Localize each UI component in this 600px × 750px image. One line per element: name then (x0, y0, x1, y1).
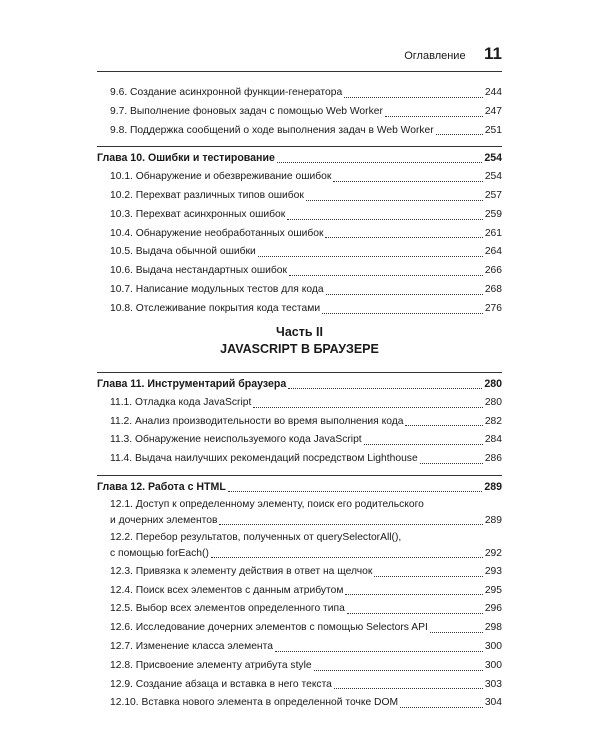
header-page-number: 11 (484, 44, 502, 63)
toc-entry-page: 289 (484, 514, 502, 526)
part-label: Часть II (276, 325, 323, 339)
part-heading (97, 324, 502, 358)
toc-entry-page: 293 (484, 565, 502, 577)
toc-entry-title: 11.1. Отладка кода JavaScript (110, 396, 252, 408)
toc-entry-title-line2: и дочерних элементов (110, 514, 218, 526)
toc-entry-title: 10.3. Перехват асинхронных ошибок (110, 208, 286, 220)
dot-leader (306, 200, 483, 201)
dot-leader (289, 275, 483, 276)
dot-leader (211, 557, 483, 558)
chapter-title: Глава 11. Инструментарий браузера (97, 378, 287, 390)
toc-entry (97, 676, 502, 695)
toc-entry (97, 84, 502, 103)
chapter-page: 254 (484, 152, 502, 165)
toc-entry-page: 295 (484, 584, 502, 596)
dot-leader (345, 594, 482, 595)
toc-entry-title: 10.1. Обнаружение и обезвреживание ошибок (110, 171, 332, 183)
dot-leader (420, 463, 483, 464)
toc-entry-page: 276 (484, 302, 502, 314)
chapter-title: Глава 10. Ошибки и тестирование (97, 152, 275, 165)
header-divider (97, 71, 502, 72)
toc-entry (97, 694, 502, 713)
toc-entry-title: 10.6. Выдача нестандартных ошибок (110, 265, 287, 277)
toc-entry (97, 103, 502, 122)
toc-entry (97, 450, 502, 469)
toc-entry (97, 225, 502, 244)
dot-leader (325, 237, 482, 238)
dot-leader (314, 670, 483, 671)
dot-leader (405, 425, 482, 426)
dot-leader (364, 444, 483, 445)
toc-entry-title: 9.7. Выполнение фоновых задач с помощью Web Worker (110, 105, 383, 117)
toc-entry-title: 10.2. Перехват различных типов ошибок (110, 189, 304, 201)
toc-entry-page: 257 (484, 189, 502, 201)
toc-entry-title: 12.7. Изменение класса элемента (110, 640, 273, 652)
toc-entry-title-line2: с помощью forEach() (110, 547, 209, 559)
toc-entry-title: 12.9. Создание абзаца и вставка в него текста (110, 678, 332, 690)
dot-leader (400, 707, 483, 708)
dot-leader (333, 181, 482, 182)
toc-entry-title: 11.4. Выдача наилучших рекомендаций посредством Lighthouse (110, 453, 418, 465)
toc-entry-page: 284 (484, 434, 502, 446)
toc-block-1 (97, 84, 502, 319)
chapter-title: Глава 12. Работа с HTML (97, 480, 226, 493)
toc-entry-page: 280 (484, 396, 502, 408)
toc-entry-title: 12.8. Присвоение элементу атрибута style (110, 659, 312, 671)
toc-entry-page: 300 (484, 640, 502, 652)
dot-leader (436, 134, 483, 135)
toc-entry-page: 286 (484, 453, 502, 465)
toc-entry-page: 266 (484, 265, 502, 277)
toc-entry (97, 243, 502, 262)
toc-entry (97, 413, 502, 432)
toc-entry-title: 10.4. Обнаружение необработанных ошибок (110, 227, 324, 239)
toc-entry (97, 657, 502, 676)
dot-leader (430, 632, 483, 633)
dot-leader (287, 219, 483, 220)
dot-leader (326, 294, 483, 295)
dot-leader (258, 256, 483, 257)
toc-entry-title: 12.3. Привязка к элементу действия в ответ на щелчок (110, 565, 373, 577)
chapter-page: 289 (484, 480, 502, 493)
toc-entry (97, 394, 502, 413)
toc-entry-title-line1: 12.1. Доступ к определенному элементу, поиск его родительского (110, 498, 424, 510)
toc-entry-page: 268 (484, 283, 502, 295)
running-header (0, 44, 502, 64)
toc-entry (97, 206, 502, 225)
dot-leader (253, 407, 482, 408)
toc-block-2 (97, 366, 502, 713)
dot-leader (228, 491, 482, 492)
toc-entry-title: 10.8. Отслеживание покрытия кода тестами (110, 302, 321, 314)
toc-entry (97, 600, 502, 619)
toc-chapter-10 (97, 146, 502, 168)
toc-entry (97, 300, 502, 319)
toc-entry-page: 304 (484, 697, 502, 709)
part-title: JAVASCRIPT В БРАУЗЕРЕ (220, 342, 379, 356)
toc-entry-page: 296 (484, 603, 502, 615)
toc-entry (97, 262, 502, 281)
toc-chapter-11 (97, 372, 502, 394)
toc-entry-page: 247 (484, 105, 502, 117)
toc-entry-multiline (97, 497, 502, 530)
toc-chapter-12 (97, 475, 502, 497)
toc-entry-page: 244 (484, 87, 502, 98)
toc-entry (97, 431, 502, 450)
toc-entry-page: 303 (484, 678, 502, 690)
toc-entry (97, 281, 502, 300)
dot-leader (322, 313, 483, 314)
toc-entry-title: 12.10. Вставка нового элемента в определенной точке DOM (110, 697, 399, 709)
toc-entry (97, 168, 502, 187)
toc-entry-title: 10.7. Написание модульных тестов для кода (110, 283, 324, 295)
toc-entry-page: 254 (484, 171, 502, 183)
toc-entry (97, 187, 502, 206)
toc-entry-page: 251 (484, 124, 502, 136)
toc-entry-page: 259 (484, 208, 502, 220)
toc-entry-title: 12.5. Выбор всех элементов определенного типа (110, 603, 345, 615)
dot-leader (219, 524, 482, 525)
toc-entry (97, 582, 502, 601)
toc-entry-page: 300 (484, 659, 502, 671)
toc-entry-multiline (97, 530, 502, 563)
toc-entry-page: 292 (484, 547, 502, 559)
dot-leader (275, 651, 483, 652)
dot-leader (277, 162, 482, 163)
dot-leader (288, 388, 482, 389)
toc-entry-title: 10.5. Выдача обычной ошибки (110, 246, 256, 258)
chapter-page: 280 (484, 378, 502, 390)
toc-entry-page: 282 (484, 415, 502, 427)
dot-leader (344, 97, 483, 98)
dot-leader (385, 116, 483, 117)
toc-entry-title: 12.6. Исследование дочерних элементов с помощью Selectors API (110, 622, 428, 634)
toc-entry-page: 264 (484, 246, 502, 258)
dot-leader (334, 688, 483, 689)
toc-entry-title-line1: 12.2. Перебор результатов, полученных от querySelectorAll(), (110, 531, 402, 543)
toc-entry-page: 261 (484, 227, 502, 239)
toc-entry (97, 563, 502, 582)
toc-entry-title: 9.6. Создание асинхронной функции-генератора (110, 87, 343, 98)
toc-entry-title: 9.8. Поддержка сообщений о ходе выполнения задач в Web Worker (110, 124, 434, 136)
dot-leader (347, 613, 483, 614)
toc-entry (97, 619, 502, 638)
header-section-title: Оглавление (404, 50, 466, 62)
toc-entry-page: 298 (484, 622, 502, 634)
dot-leader (374, 576, 482, 577)
toc-entry (97, 638, 502, 657)
toc-entry (97, 122, 502, 141)
toc-entry-title: 12.4. Поиск всех элементов с данным атрибутом (110, 584, 344, 596)
toc-entry-title: 11.2. Анализ производительности во время выполнения кода (110, 415, 404, 427)
toc-entry-title: 11.3. Обнаружение неиспользуемого кода JavaScript (110, 434, 362, 446)
